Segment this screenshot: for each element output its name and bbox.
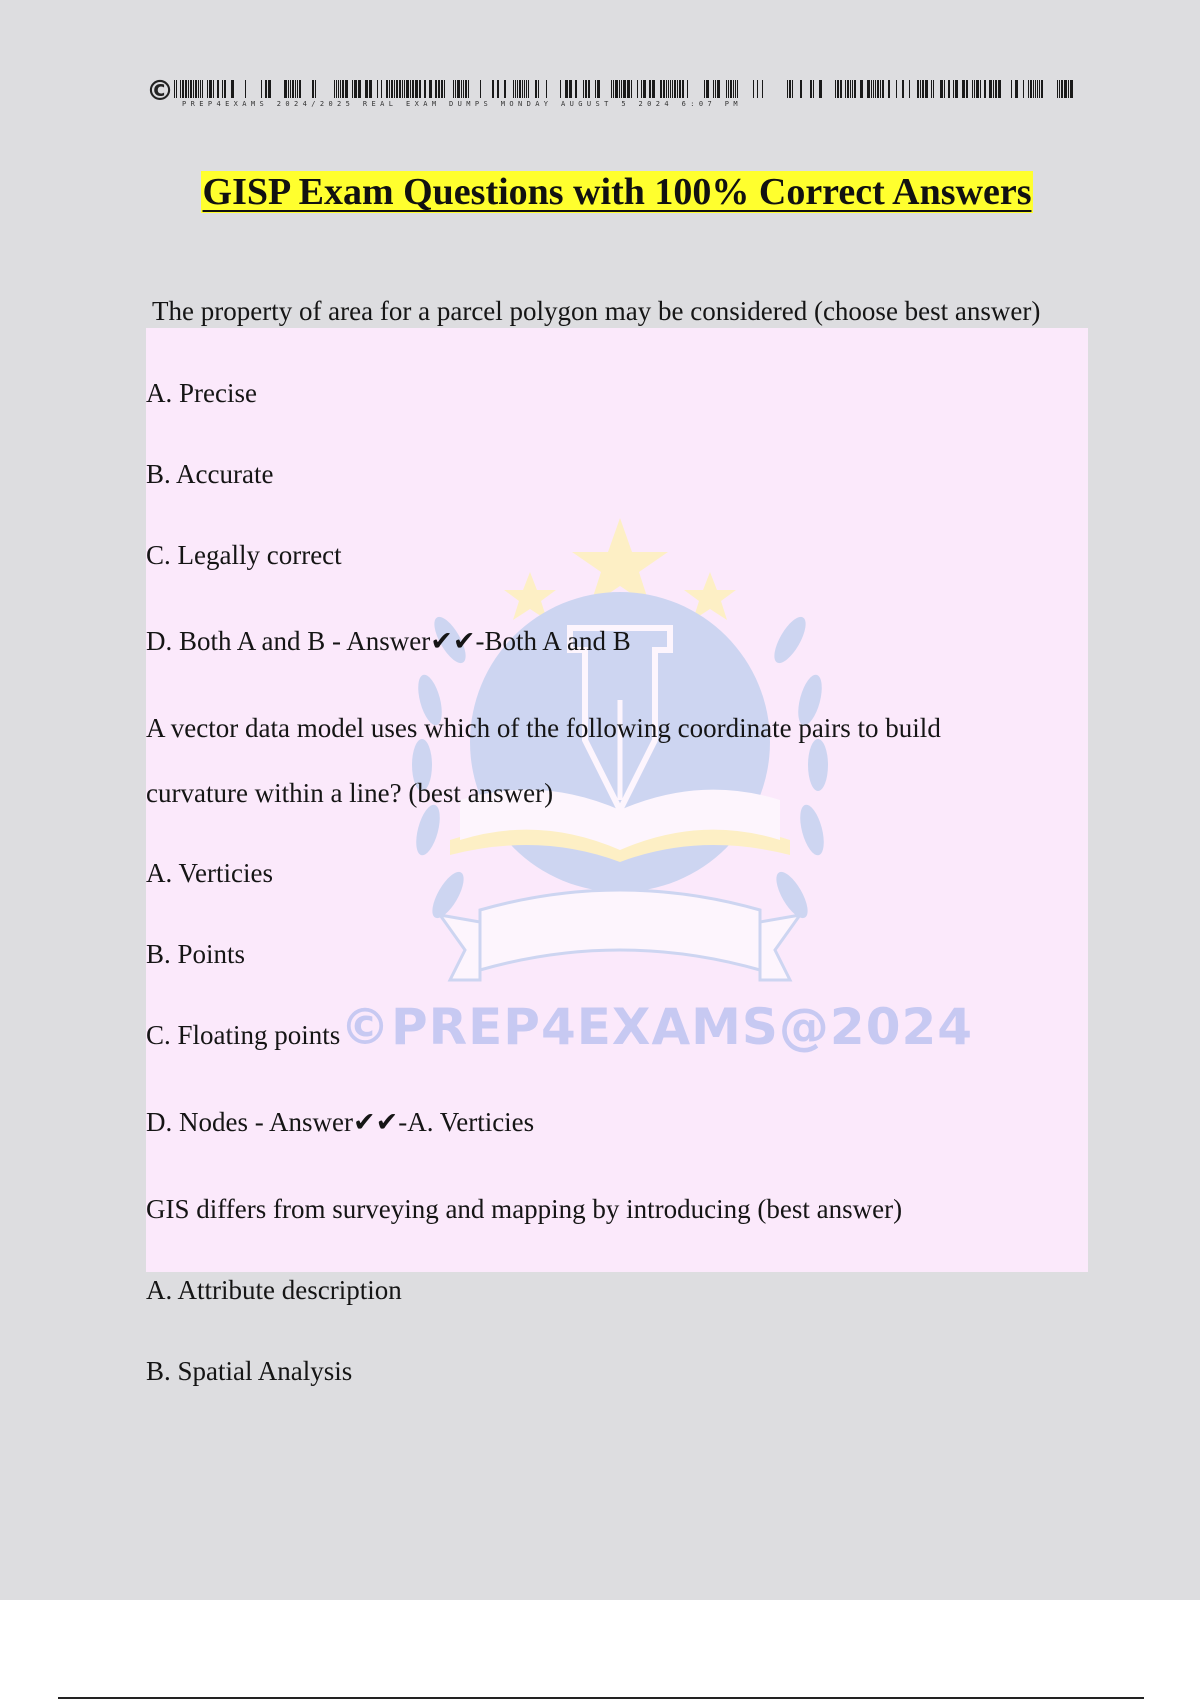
question-1-option-a: A. Precise	[146, 378, 257, 408]
question-3-prompt: GIS differs from surveying and mapping by introducing (best answer)	[146, 1194, 903, 1224]
question-2-option-c: C. Floating points	[146, 1020, 341, 1050]
question-2-option-a: A. Verticies	[146, 858, 273, 888]
question-1-option-c: C. Legally correct	[146, 540, 342, 570]
copyright-symbol: ©	[146, 74, 174, 107]
page-title	[0, 170, 1200, 214]
question-2-option-b: B. Points	[146, 939, 246, 969]
question-2-prompt-line1: A vector data model uses which of the following coordinate pairs to build	[146, 713, 941, 743]
footer-divider	[58, 1697, 1144, 1699]
question-2-prompt-line2: curvature within a line? (best answer)	[146, 778, 554, 808]
question-1-option-b: B. Accurate	[146, 459, 274, 489]
question-2-option-d-answer: D. Nodes - Answer✔✔-A. Verticies	[146, 1107, 535, 1137]
page-title-text: GISP Exam Questions with 100% Correct Answers	[202, 171, 1032, 213]
question-1-option-d-answer: D. Both A and B - Answer✔✔-Both A and B	[146, 626, 631, 656]
watermark-text: ©PREP4EXAMS@2024	[340, 998, 974, 1056]
header-barcode-strip	[146, 74, 1078, 110]
question-1-prompt: The property of area for a parcel polygon may be considered (choose best answer)	[152, 296, 1041, 326]
barcode-caption: PREP4EXAMS 2024/2025 REAL EXAM DUMPS MONDAY AUGUST 5 2024 6:07 PM	[182, 100, 742, 108]
question-3-option-a: A. Attribute description	[146, 1275, 402, 1305]
question-3-option-b: B. Spatial Analysis	[146, 1356, 353, 1386]
barcode-icon	[174, 80, 1078, 102]
